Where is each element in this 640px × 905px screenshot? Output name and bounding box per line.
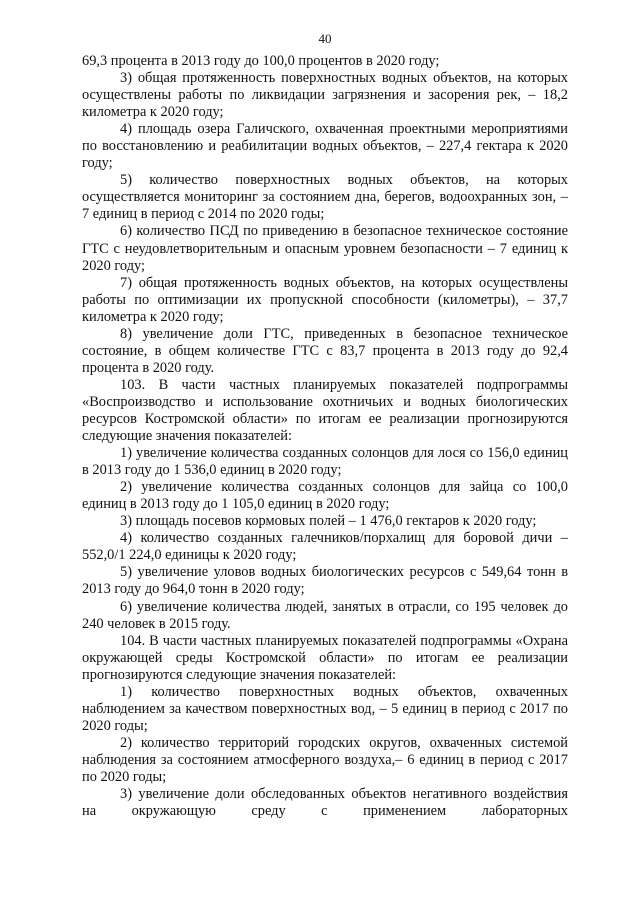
paragraph: 5) увеличение уловов водных биологических ресурсов с 549,64 тонн в 2013 году до 964,0 тонн в 2020 году; xyxy=(82,564,568,598)
paragraph: 4) площадь озера Галичского, охваченная проектными мероприятиями по восстановлению и реабилитации водных объектов, – 227,4 гектара к 2020 году; xyxy=(82,121,568,172)
paragraph: 3) общая протяженность поверхностных водных объектов, на которых осуществлены работы по ликвидации загрязнения и засорения рек, – 18,2 километра к 2020 году; xyxy=(82,70,568,121)
page-number: 40 xyxy=(318,31,332,46)
paragraph: 6) количество ПСД по приведению в безопасное техническое состояние ГТС с неудовлетворительным и опасным уровнем безопасности – 7 единиц к 2020 году; xyxy=(82,223,568,274)
paragraph: 1) количество поверхностных водных объектов, охваченных наблюдением за качеством поверхностных вод, – 5 единиц в период с 2017 по 2020 годы; xyxy=(82,683,568,734)
paragraph: 6) увеличение количества людей, занятых в отрасли, со 195 человек до 240 человек в 2015 году. xyxy=(82,598,568,632)
paragraph: 8) увеличение доли ГТС, приведенных в безопасное техническое состояние, в общем количестве ГТС с 83,7 процента в 2013 году до 92,4 процента в 2020 году. xyxy=(82,325,568,376)
paragraph: 5) количество поверхностных водных объектов, на которых осуществляется мониторинг за состоянием дна, берегов, водоохранных зон, – 7 единиц в период с 2014 по 2020 годы; xyxy=(82,172,568,223)
paragraph: 1) увеличение количества созданных солонцов для лося со 156,0 единиц в 2013 году до 1 536,0 единиц в 2020 году; xyxy=(82,445,568,479)
paragraph: 2) увеличение количества созданных солонцов для зайца со 100,0 единиц в 2013 году до 1 105,0 единиц в 2020 году; xyxy=(82,479,568,513)
paragraph: 7) общая протяженность водных объектов, на которых осуществлены работы по оптимизации их пропускной способности (километры), – 37,7 километра к 2020 году; xyxy=(82,274,568,325)
document-body xyxy=(82,53,568,820)
paragraph: 3) увеличение доли обследованных объектов негативного воздействия на окружающую среду с применением лабораторных xyxy=(82,786,568,820)
paragraph: 69,3 процента в 2013 году до 100,0 процентов в 2020 году; xyxy=(82,53,440,69)
document-page xyxy=(82,30,568,820)
paragraph: 104. В части частных планируемых показателей подпрограммы «Охрана окружающей среды Костромской области» по итогам ее реализации прогнозируются следующие значения показателей: xyxy=(82,632,568,683)
paragraph: 103. В части частных планируемых показателей подпрограммы «Воспроизводство и использование охотничьих и водных биологических ресурсов Костромской области» по итогам ее реализации прогнозируются следующие значения показателей: xyxy=(82,376,568,445)
paragraph: 4) количество созданных галечников/порхалищ для боровой дичи – 552,0/1 224,0 единицы к 2020 году; xyxy=(82,530,568,564)
paragraph: 2) количество территорий городских округов, охваченных системой наблюдения за состоянием атмосферного воздуха,– 6 единиц в период с 2017 по 2020 годы; xyxy=(82,734,568,785)
paragraph: 3) площадь посевов кормовых полей – 1 476,0 гектаров к 2020 году; xyxy=(120,513,537,530)
